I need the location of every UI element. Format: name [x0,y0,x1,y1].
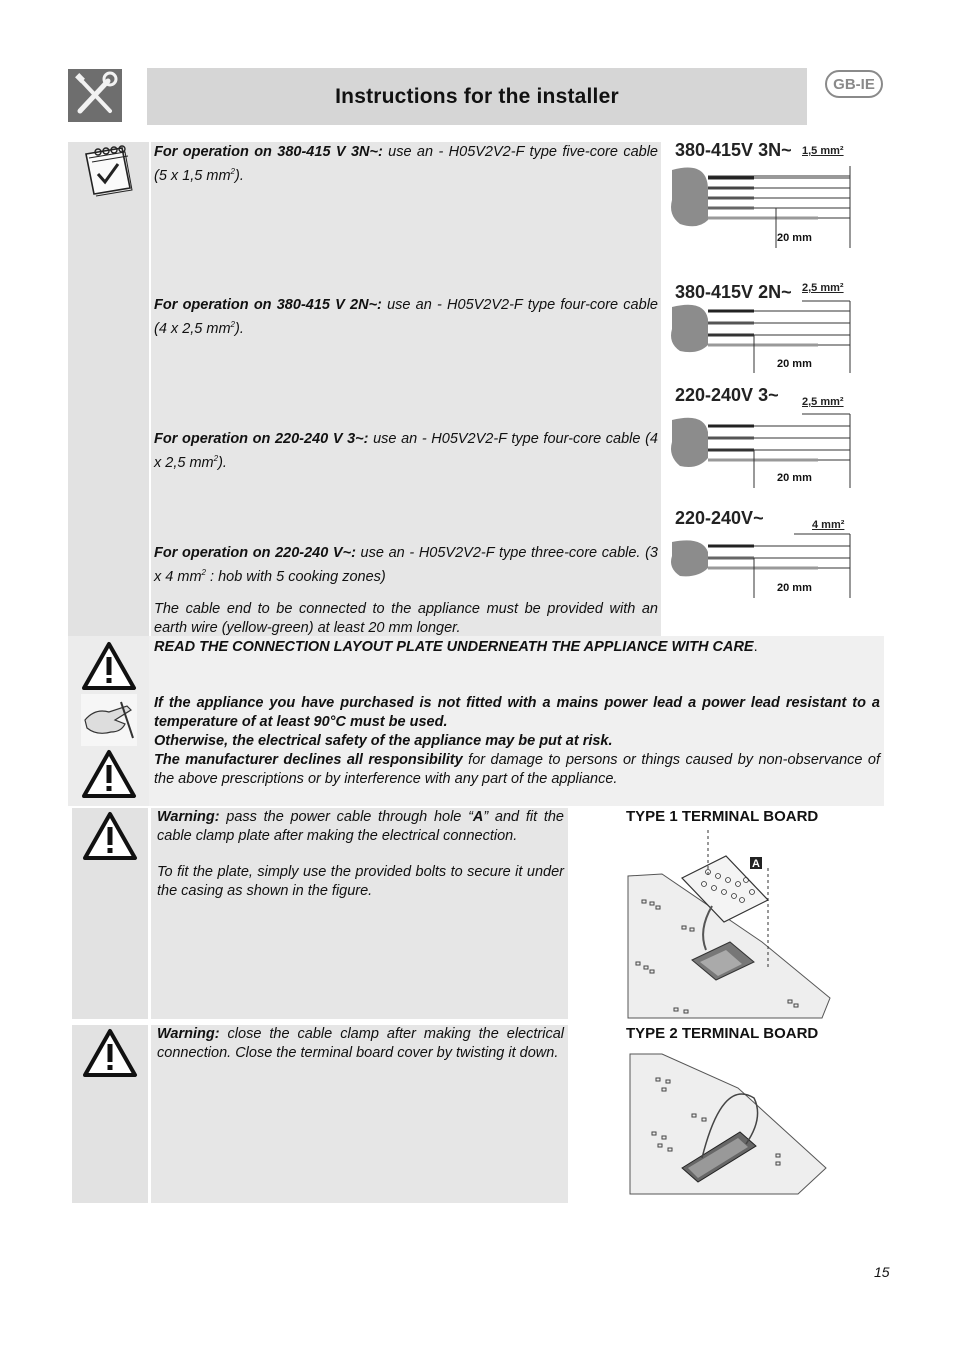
notepad-check-icon [78,144,138,200]
superscript: 2 [201,568,206,577]
wiring-title-2: 380-415V 2N~ [675,282,792,302]
electrical-safety-risk: Otherwise, the electrical safety of the appliance may be put at risk. [154,733,613,749]
read-plate-text: READ THE CONNECTION LAYOUT PLATE UNDERNEATH THE APPLIANCE WITH CARE [154,639,754,655]
warning2-text [157,1025,564,1063]
power-lead-requirement: If the appliance you have purchased is not fitted with a mains power lead a power lead resistant to a temperature of at least 90°C must be used. [154,695,880,730]
section-power-icon-column [68,142,149,636]
warning-triangle-icon [81,748,137,800]
wire-length-label-2: 20 mm [777,358,812,370]
warning-label: Warning: [157,1026,220,1042]
type2-terminal-board-figure [622,1048,834,1202]
warning-triangle-icon [82,810,138,862]
cable-text-end: ). [235,320,244,337]
wire-length-label-1: 20 mm [777,232,812,244]
wire-section-label-1: 1,5 mm² [802,145,844,157]
manufacturer-disclaimer [154,751,880,789]
hole-a-marker: A [752,858,760,870]
wiring-diagram-2 [668,295,858,377]
warning1-icon-column [72,808,148,1019]
warning1-fitting-note: To fit the plate, simply use the provided bolts to secure it under the casing as shown in the figure. [157,864,564,899]
cable-heading: For operation on 220-240 V~: [154,545,356,561]
page-number: 15 [874,1264,890,1280]
earth-wire-note: The cable end to be connected to the appliance must be provided with an earth wire (yellow-green) at least 20 mm longer. [154,601,658,636]
superscript: 2 [230,167,235,176]
wire-length-label-3: 20 mm [777,472,812,484]
hand-tool-icon [81,694,137,746]
cable-instruction-4 [154,544,658,587]
warning2-icon-column [72,1025,148,1203]
header-bar [147,68,807,125]
cable-text-end: : hob with 5 cooking zones) [205,568,386,585]
warning1-text-a: pass the power cable through hole “ [219,809,473,825]
cable-heading: For operation on 380-415 V 2N~: [154,297,382,313]
type1-terminal-board-figure [622,830,834,1022]
wire-section-label-2: 2,5 mm² [802,282,844,294]
wire-section-label-3: 2,5 mm² [802,396,844,408]
wiring-title-4: 220-240V~ [675,508,764,528]
cable-text: use an - H05V2V2-F type three-core cable. (3 x 4 mm [154,545,658,585]
warning-label: Warning: [157,809,220,825]
wiring-title-1: 380-415V 3N~ [675,140,792,160]
read-plate-warning [154,638,880,657]
warning2-body: close the cable clamp after making the electrical connection. Close the terminal board cover by twisting it down. [157,1026,564,1061]
warning-triangle-icon [81,640,137,692]
cable-heading: For operation on 220-240 V 3~: [154,431,369,447]
tools-icon [68,69,122,122]
wiring-diagram-1 [668,160,858,252]
type2-figure-title: TYPE 2 TERMINAL BOARD [626,1025,819,1042]
cable-heading: For operation on 380-415 V 3N~: [154,144,383,160]
page-title: Instructions for the installer [335,84,619,108]
wiring-title-3: 220-240V 3~ [675,385,779,405]
cable-instruction-3 [154,430,658,473]
cable-text: use an - H05V2V2-F type four-core cable (4 x 2,5 mm [154,297,658,337]
read-plate-end: . [753,639,758,655]
superscript: 2 [213,454,219,463]
wire-section-label-4: 4 mm² [812,519,845,531]
wiring-diagram-4 [668,532,858,602]
cable-text: use an - H05V2V2-F type four-core cable (4 x 2,5 mm [154,431,658,471]
cable-instruction-2 [154,296,658,339]
wire-length-label-4: 20 mm [777,582,812,594]
cable-instruction-1 [154,143,658,186]
warning-triangle-icon [82,1027,138,1079]
warning1-text [157,808,564,846]
disclaimer-text: for damage to persons or things caused by non-observance of the above prescriptions or by interference with any part of the appliance. [154,752,880,787]
warning1-text-b: ” and fit the cable clamp plate after making the electrical connection. [157,809,564,844]
hole-marker: A [472,809,484,825]
superscript: 2 [230,320,235,329]
disclaimer-bold: The manufacturer declines all responsibility [154,752,463,768]
type1-figure-title: TYPE 1 TERMINAL BOARD [626,808,819,825]
wiring-diagram-3 [668,408,858,490]
region-badge: GB-IE [825,70,883,98]
cable-text: use an - H05V2V2-F type five-core cable (5 x 1,5 mm [154,144,658,184]
cable-text-end: ). [218,454,227,471]
safety-icon-column [68,636,149,806]
cable-text-end: ). [235,167,244,184]
